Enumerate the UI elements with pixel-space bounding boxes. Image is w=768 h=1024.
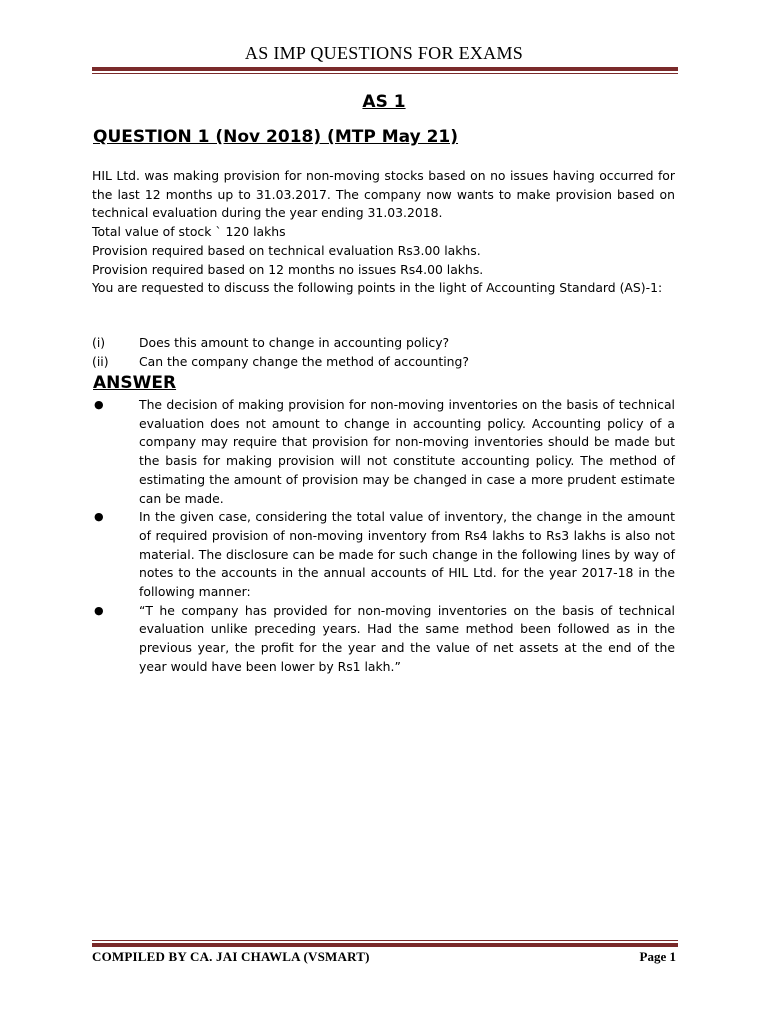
answer-heading: ANSWER (93, 373, 177, 393)
list-item-number: (ii) (92, 354, 109, 369)
list-item-number: (i) (92, 335, 106, 350)
bullet-text: “T he company has provided for non-moving inventories on the basis of technical evaluation unlike preceding years. Had the same method been followed as in the previous year, the profit for the year and the value of net assets at the end of the year would have been lower by Rs1 lakh.” (139, 602, 675, 674)
footer-rule-thick (92, 943, 678, 947)
section-title: AS 1 (362, 92, 406, 112)
list-item-text: Does this amount to change in accounting policy? (139, 335, 450, 350)
question-title: QUESTION 1 (Nov 2018) (MTP May 21) (93, 127, 459, 147)
list-item (92, 508, 675, 602)
list-item-text: Can the company change the method of accounting? (139, 354, 469, 369)
bullet-text: The decision of making provision for non-moving inventories on the basis of technical evaluation does not amount to change in accounting policy. Accounting policy of a company may require that provision for non-moving inventories should be made but the basis for making provision will not constitute accounting policy. The method of estimating the amount of provision may be changed in case a more prudent estimate can be made. (139, 397, 675, 506)
header-rule-thick (92, 67, 678, 71)
footer-compiled-by: COMPILED BY CA. JAI CHAWLA (VSMART) (92, 949, 370, 964)
question-body (92, 167, 675, 298)
page-header-title: AS IMP QUESTIONS FOR EXAMS (244, 43, 524, 63)
bullet-icon: ● (94, 398, 104, 411)
header-rule-thin (92, 73, 678, 74)
list-item (92, 602, 675, 677)
bullet-icon: ● (94, 603, 104, 617)
question-line: Provision required based on 12 months no issues Rs4.00 lakhs. (92, 261, 484, 277)
page-number: Page 1 (639, 949, 676, 964)
list-item (92, 396, 675, 508)
bullet-text: In the given case, considering the total value of inventory, the change in the amount of required provision of non-moving inventory from Rs4 lakhs to Rs3 lakhs is also not material. The disclosure can be made for such change in the following lines by way of notes to the accounts in the annual accounts of HIL Ltd. for the year 2017-18 in the following manner: (139, 509, 675, 600)
question-paragraph: HIL Ltd. was making provision for non-moving stocks based on no issues having occurred for the last 12 months up to 31.03.2017. The company now wants to make provision based on technical evaluation during the year ending 31.03.2018. (92, 168, 675, 221)
answer-bullets (92, 396, 675, 677)
question-line: Total value of stock ` 120 lakhs (92, 224, 286, 240)
bullet-icon: ● (94, 510, 104, 524)
footer-rule-thin (92, 940, 678, 941)
question-line: Provision required based on technical evaluation Rs3.00 lakhs. (92, 242, 481, 258)
question-closing: You are requested to discuss the following points in the light of Accounting Standard (AS)-1: (92, 280, 663, 296)
